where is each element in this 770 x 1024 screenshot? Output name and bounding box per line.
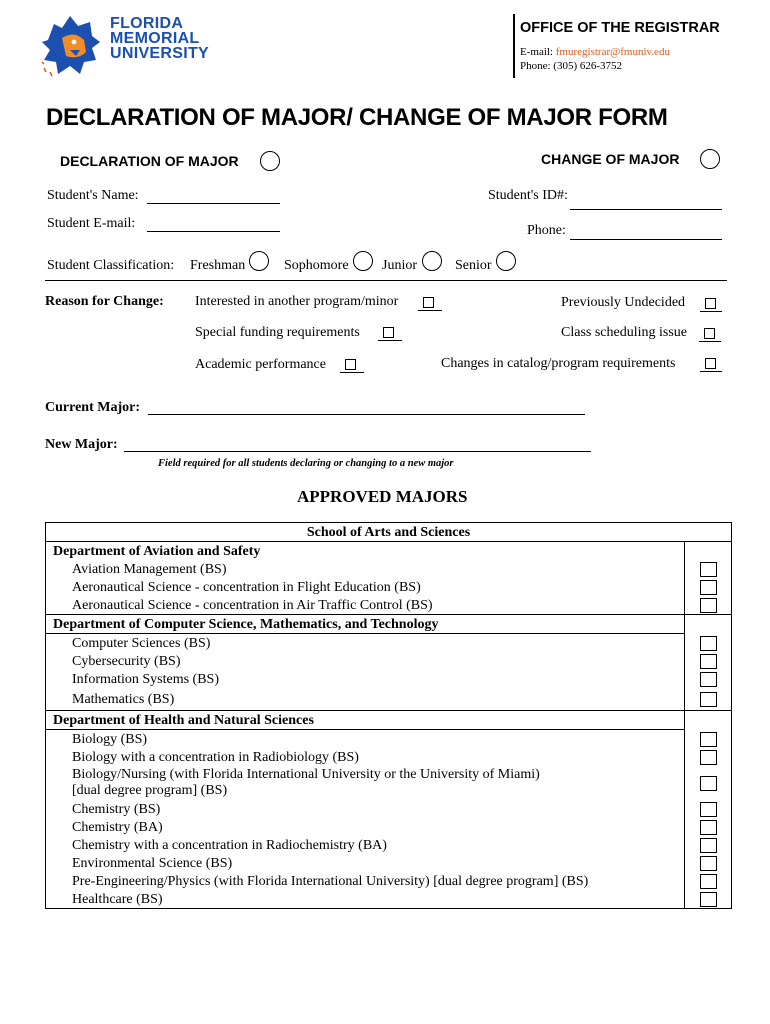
- student-email-field[interactable]: [147, 231, 280, 232]
- required-note: Field required for all students declaring or changing to a new major: [158, 458, 454, 469]
- major-name: Aviation Management (BS): [46, 560, 685, 578]
- major-name-continued: [dual degree program] (BS): [72, 783, 228, 798]
- major-name: Mathematics (BS): [46, 688, 685, 711]
- student-name-label: Student's Name:: [47, 188, 139, 203]
- current-major-field[interactable]: [148, 414, 585, 415]
- major-row: [46, 560, 732, 578]
- classification-rule: [45, 280, 727, 281]
- student-id-field[interactable]: [570, 209, 722, 210]
- reason-catalog-checkbox[interactable]: [705, 358, 716, 369]
- reason-other-program-checkbox[interactable]: [423, 297, 434, 308]
- reason-academic: Academic performance: [195, 357, 326, 372]
- major-checkbox[interactable]: [700, 598, 717, 613]
- major-checkbox[interactable]: [700, 892, 717, 907]
- major-checkbox[interactable]: [700, 692, 717, 707]
- declaration-label: DECLARATION OF MAJOR: [60, 153, 239, 169]
- junior-radio[interactable]: [422, 251, 442, 271]
- logo-line-1: FLORIDA: [110, 15, 184, 32]
- phone-label: Phone:: [527, 223, 566, 238]
- major-checkbox[interactable]: [700, 654, 717, 669]
- major-name: Biology/Nursing (with Florida International University or the University of Miami): [72, 767, 540, 782]
- reason-funding-checkbox[interactable]: [383, 327, 394, 338]
- empty-cell: [685, 542, 732, 561]
- logo-line-3: UNIVERSITY: [110, 45, 210, 62]
- major-row: [46, 818, 732, 836]
- major-row: [46, 890, 732, 909]
- new-major-label: New Major:: [45, 437, 118, 452]
- major-name: Environmental Science (BS): [46, 854, 685, 872]
- declaration-radio[interactable]: [260, 151, 280, 171]
- major-checkbox[interactable]: [700, 856, 717, 871]
- major-checkbox[interactable]: [700, 874, 717, 889]
- change-radio[interactable]: [700, 149, 720, 169]
- school-name: School of Arts and Sciences: [46, 523, 732, 542]
- major-row: [46, 688, 732, 711]
- approved-heading: APPROVED MAJORS: [297, 487, 468, 506]
- reason-academic-checkbox[interactable]: [345, 359, 356, 370]
- major-name: Information Systems (BS): [46, 670, 685, 688]
- junior-label: Junior: [382, 258, 417, 273]
- classification-label: Student Classification:: [47, 258, 175, 273]
- phone-field[interactable]: [570, 239, 722, 240]
- reason-undecided-checkbox[interactable]: [705, 298, 716, 309]
- major-checkbox[interactable]: [700, 672, 717, 687]
- senior-radio[interactable]: [496, 251, 516, 271]
- major-checkbox[interactable]: [700, 750, 717, 765]
- underline: [418, 310, 442, 311]
- major-row: [46, 652, 732, 670]
- major-checkbox[interactable]: [700, 580, 717, 595]
- major-row: [46, 836, 732, 854]
- university-logo: [40, 12, 215, 80]
- change-label: CHANGE OF MAJOR: [541, 151, 680, 167]
- major-name: Chemistry (BA): [46, 818, 685, 836]
- approved-majors-table: [45, 522, 732, 909]
- major-row: [46, 670, 732, 688]
- department-row: [46, 711, 732, 730]
- major-row: [46, 578, 732, 596]
- reason-label: Reason for Change:: [45, 294, 164, 309]
- major-row: [46, 596, 732, 615]
- reason-undecided: Previously Undecided: [561, 295, 686, 310]
- underline: [378, 340, 402, 341]
- empty-cell: [685, 615, 732, 634]
- major-name: Chemistry with a concentration in Radiochemistry (BA): [46, 836, 685, 854]
- empty-cell: [685, 711, 732, 730]
- major-name: Aeronautical Science - concentration in Flight Education (BS): [46, 578, 685, 596]
- email-label: E-mail:: [520, 46, 556, 58]
- school-row: [46, 523, 732, 542]
- underline: [340, 372, 364, 373]
- major-row: [46, 872, 732, 890]
- reason-catalog: Changes in catalog/program requirements: [441, 356, 676, 371]
- reason-other-program: Interested in another program/minor: [195, 294, 399, 309]
- department-name: Department of Aviation and Safety: [46, 542, 685, 561]
- major-checkbox[interactable]: [700, 776, 717, 791]
- department-row: [46, 542, 732, 561]
- major-checkbox[interactable]: [700, 562, 717, 577]
- underline: [700, 371, 722, 372]
- major-name-multiline: [46, 766, 685, 800]
- student-name-field[interactable]: [147, 203, 280, 204]
- major-name: Pre-Engineering/Physics (with Florida International University) [dual degree program] (BS): [46, 872, 685, 890]
- major-name: Computer Sciences (BS): [46, 634, 685, 653]
- form-title: DECLARATION OF MAJOR/ CHANGE OF MAJOR FORM: [46, 104, 668, 131]
- department-name: Department of Computer Science, Mathematics, and Technology: [46, 615, 685, 634]
- major-row: [46, 800, 732, 818]
- major-row: [46, 634, 732, 653]
- major-checkbox[interactable]: [700, 732, 717, 747]
- sophomore-label: Sophomore: [284, 258, 349, 273]
- logo-line-2: MEMORIAL: [110, 30, 200, 47]
- freshman-radio[interactable]: [249, 251, 269, 271]
- major-name: Biology with a concentration in Radiobiology (BS): [46, 748, 685, 766]
- major-name: Chemistry (BS): [46, 800, 685, 818]
- current-major-label: Current Major:: [45, 400, 140, 415]
- senior-label: Senior: [455, 258, 492, 273]
- freshman-label: Freshman: [190, 258, 246, 273]
- underline: [700, 311, 722, 312]
- major-checkbox[interactable]: [700, 820, 717, 835]
- lion-mascot-icon: [40, 12, 102, 78]
- new-major-field[interactable]: [124, 451, 591, 452]
- major-name: Cybersecurity (BS): [46, 652, 685, 670]
- office-title: OFFICE OF THE REGISTRAR: [520, 20, 720, 36]
- major-row: [46, 730, 732, 749]
- student-email-label: Student E-mail:: [47, 216, 136, 231]
- major-row: [46, 854, 732, 872]
- email-link[interactable]: fmuregistrar@fmuniv.edu: [555, 46, 670, 58]
- reason-scheduling: Class scheduling issue: [561, 325, 687, 340]
- department-name: Department of Health and Natural Sciences: [46, 711, 685, 730]
- major-name: Aeronautical Science - concentration in Air Traffic Control (BS): [46, 596, 685, 615]
- sophomore-radio[interactable]: [353, 251, 373, 271]
- major-checkbox[interactable]: [700, 838, 717, 853]
- underline: [699, 341, 721, 342]
- header-divider: [513, 14, 515, 78]
- major-row: [46, 766, 732, 800]
- major-name: Healthcare (BS): [46, 890, 685, 909]
- major-row: [46, 748, 732, 766]
- reason-funding: Special funding requirements: [195, 325, 360, 340]
- student-id-label: Student's ID#:: [488, 188, 568, 203]
- major-name: Biology (BS): [46, 730, 685, 749]
- registrar-email: [520, 46, 670, 58]
- major-checkbox[interactable]: [700, 636, 717, 651]
- registrar-phone: Phone: (305) 626-3752: [520, 60, 623, 72]
- reason-scheduling-checkbox[interactable]: [704, 328, 715, 339]
- major-checkbox[interactable]: [700, 802, 717, 817]
- department-row: [46, 615, 732, 634]
